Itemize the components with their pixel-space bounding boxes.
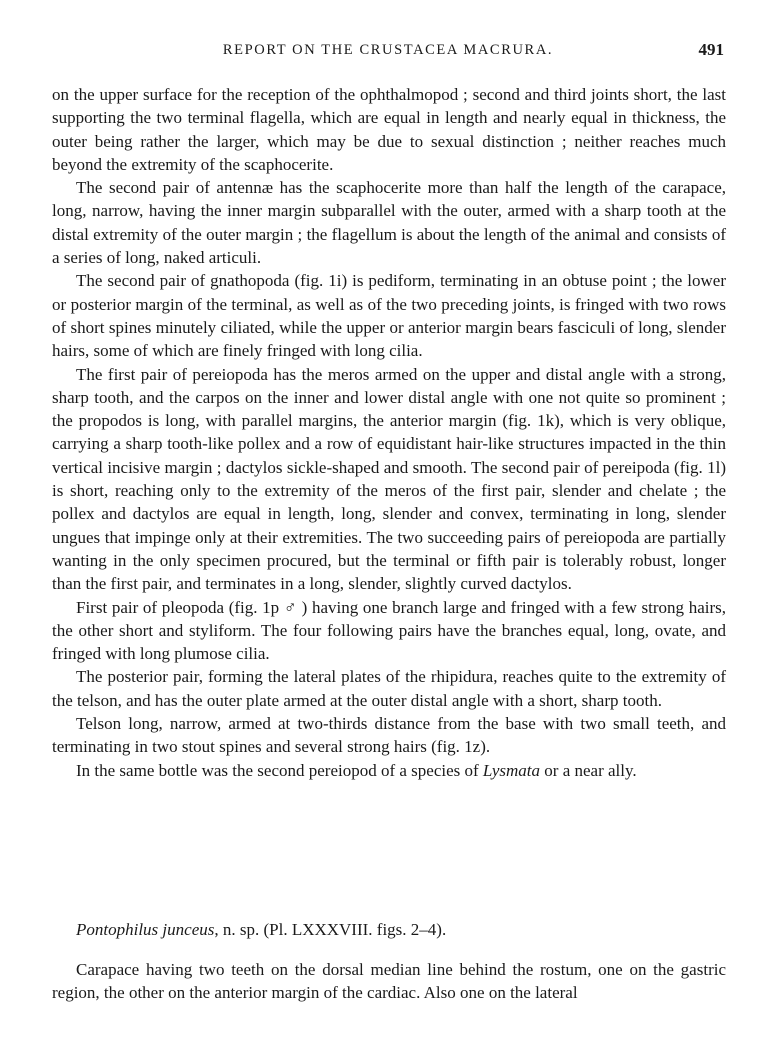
- paragraph-carapace: Carapace having two teeth on the dorsal median line behind the rostum, one on the gastric region, the other on the anterior margin of the cardiac. Also one on the lateral: [52, 960, 726, 1003]
- paragraph-same-bottle: [52, 759, 726, 782]
- paragraph-pleopoda: First pair of pleopoda (fig. 1p ♂ ) having one branch large and fringed with a few strong hairs, the other short and styliform. The four following pairs have the branches equal, long, ovate, and fringed with long plumose cilia.: [52, 597, 726, 664]
- species-name: Pontophilus junceus: [76, 920, 215, 939]
- paragraph-pereiopoda: The first pair of pereiopoda has the meros armed on the upper and distal angle with a strong, sharp tooth, and the carpos on the inner and lower distal angle with one not quite so prominent ; the propodos is long, with parallel margins, the anterior margin (fig. 1k), which is very oblique, carrying a sharp tooth-like pollex and a row of equidistant hair-like structures impacted in the thin vertical incisive margin ; dactylos sickle-shaped and smooth. The second pair of pereipoda (fig. 1l) is short, reaching only to the extremity of the meros of the first pair, slender and chelate ; the pollex and dactylos are equal in length, long, slender and convex, terminating in long, slender ungues that impinge only at their extremities. The two succeeding pairs of pereiopoda are partially wanting in the only specimen procured, but the terminal or fifth pair is tolerably robust, longer than the first pair, and terminates in a long, slender, slightly curved dactylos.: [52, 364, 726, 594]
- genus-lysmata: Lysmata: [482, 760, 541, 780]
- running-title: REPORT ON THE CRUSTACEA MACRURA.: [222, 42, 554, 58]
- running-head: [52, 40, 724, 62]
- paragraph-antennae: The second pair of antennæ has the scaphocerite more than half the length of the carapace, long, narrow, having the inner margin subparallel with the outer, armed with a sharp tooth at the distal extremity of the outer margin ; the flagellum is about the length of the animal and consists of a series of long, naked articuli.: [52, 178, 726, 268]
- paragraph-posterior-pair: The posterior pair, forming the lateral plates of the rhipidura, reaches quite to the extremity of the telson, and has the outer plate armed at the outer distal angle with a short, sharp tooth.: [52, 667, 726, 710]
- paragraph-telson: Telson long, narrow, armed at two-thirds distance from the base with two small teeth, and terminating in two stout spines and several strong hairs (fig. 1z).: [52, 714, 726, 757]
- paragraph-gnathopoda: The second pair of gnathopoda (fig. 1i) is pediform, terminating in an obtuse point ; the lower or posterior margin of the terminal, as well as of the two preceding joints, is fringed with two rows of short spines minutely ciliated, while the upper or anterior margin bears fasciculi of long, slender hairs, some of which are finely fringed with long cilia.: [52, 271, 726, 361]
- same-bottle-text-start: In the same bottle was the second pereiopod of a species of: [76, 760, 483, 780]
- species-description: [52, 958, 726, 1005]
- paragraph-antennule-continuation: on the upper surface for the reception of the ophthalmopod ; second and third joints short, the last supporting the two terminal flagella, which are equal in length and nearly equal in thickness, the outer being rather the larger, which may be due to sexual distinction ; neither reaches much beyond the extremity of the scaphocerite.: [52, 85, 726, 174]
- body-text: [52, 83, 726, 782]
- species-heading: [76, 920, 726, 940]
- species-designation: , n. sp. (Pl. LXXXVIII. figs. 2–4).: [214, 920, 447, 939]
- same-bottle-text-end: or a near ally.: [540, 760, 637, 780]
- page-number: 491: [698, 40, 724, 59]
